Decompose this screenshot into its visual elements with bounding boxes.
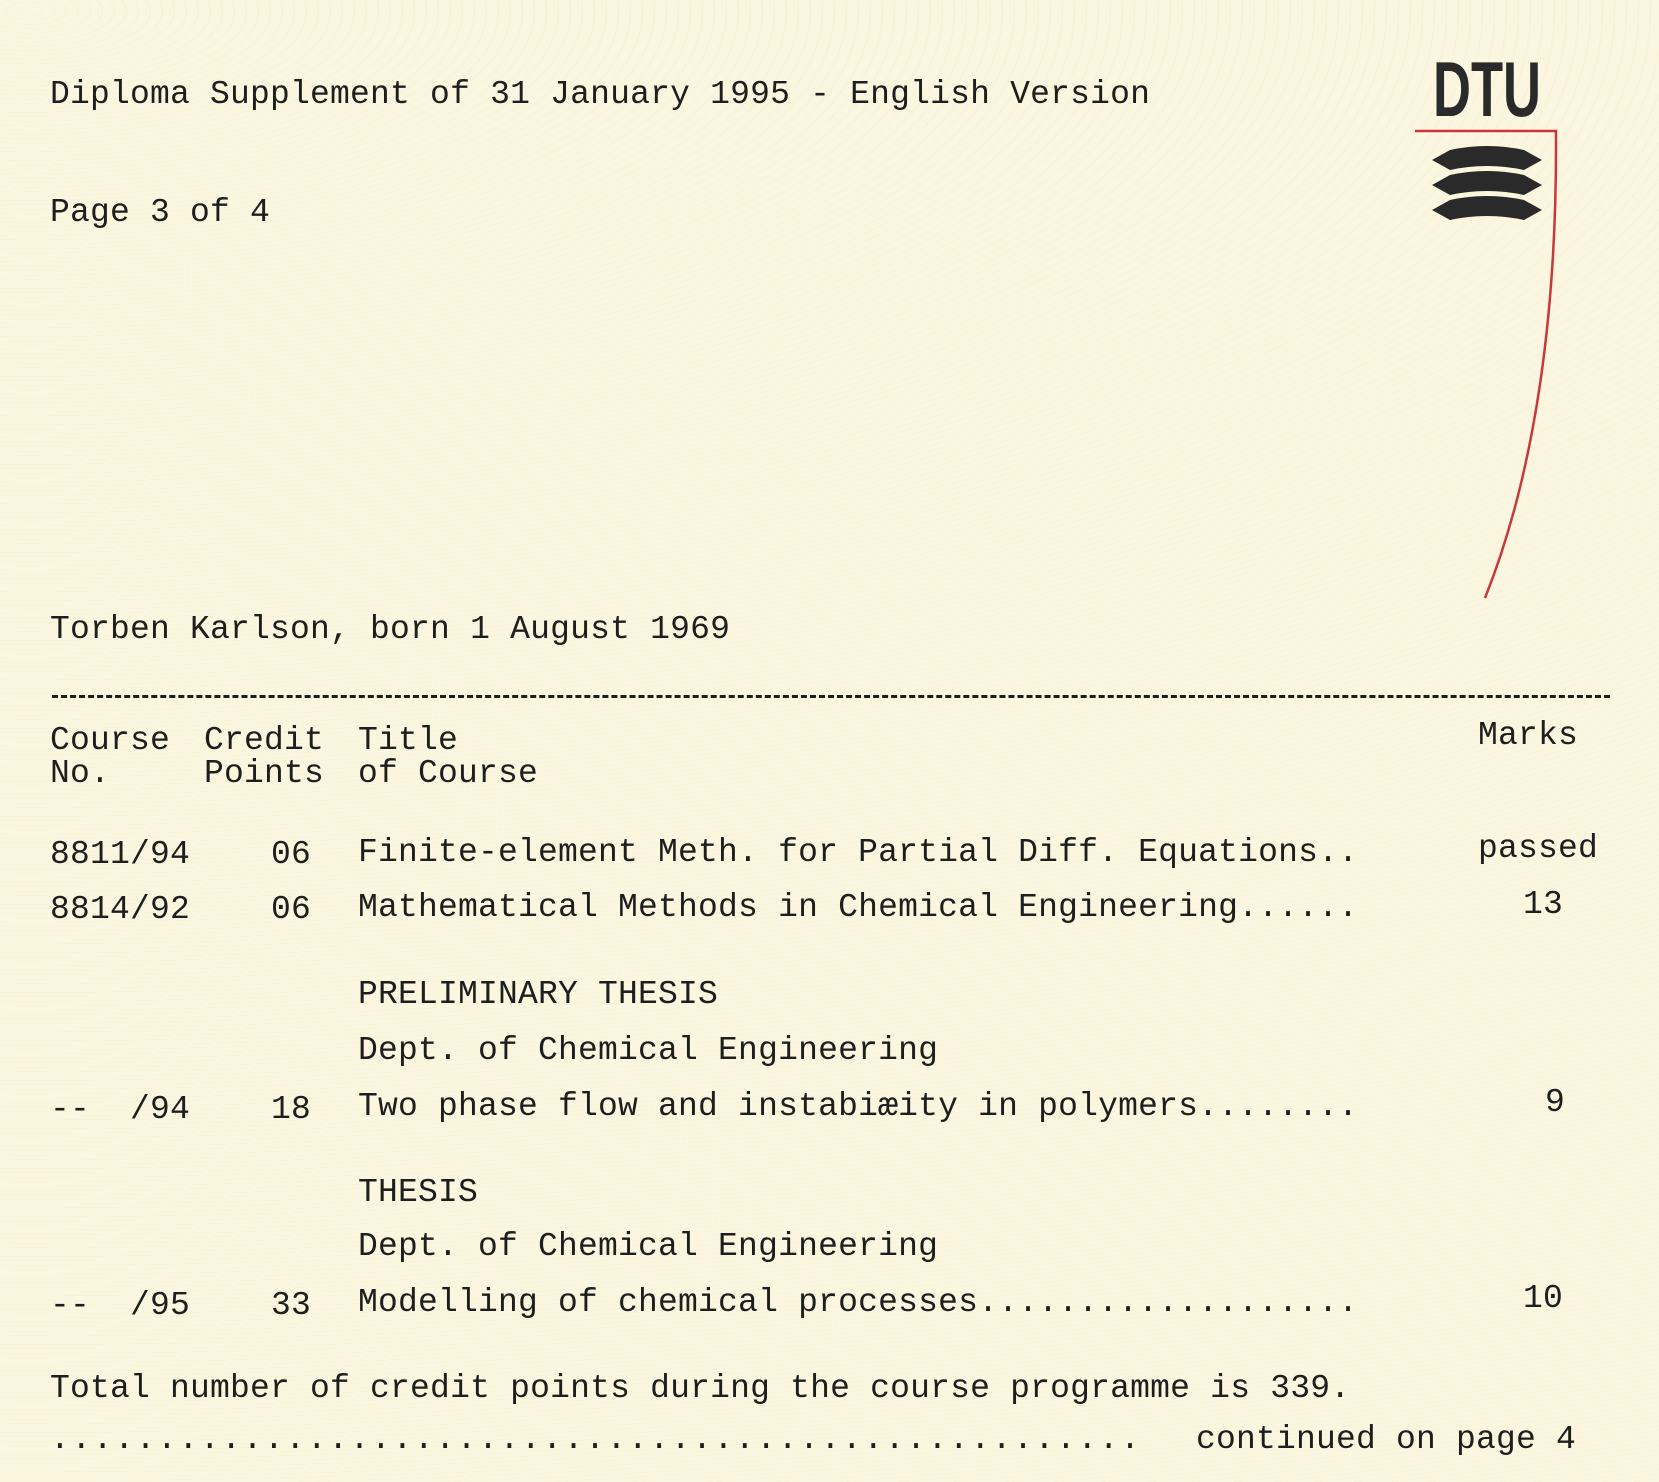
dtu-logo-text: DTU <box>1433 45 1541 133</box>
credit-points: 18 <box>271 1091 312 1128</box>
wave-icon <box>1432 146 1542 220</box>
section-heading: PRELIMINARY THESIS <box>358 976 719 1013</box>
section-department: Dept. of Chemical Engineering <box>358 1228 939 1265</box>
course-title: Mathematical Methods in Chemical Engineering...... <box>358 889 1359 926</box>
section-heading: THESIS <box>358 1174 479 1211</box>
dtu-logo <box>1412 45 1562 608</box>
course-title: Modelling of chemical processes................... <box>358 1284 1359 1321</box>
continued-note: continued on page 4 <box>1196 1421 1577 1458</box>
course-mark: 13 <box>1523 886 1564 923</box>
page-number: Page 3 of 4 <box>50 194 271 231</box>
course-mark: passed <box>1478 830 1599 867</box>
credit-points: 06 <box>271 836 312 873</box>
course-no: -- /95 <box>50 1287 191 1324</box>
course-mark: 10 <box>1523 1280 1564 1317</box>
col-title: Title of Course <box>358 722 539 792</box>
footer-dots: ................................................... <box>50 1421 1142 1458</box>
course-no: -- /94 <box>50 1091 191 1128</box>
section-department: Dept. of Chemical Engineering <box>358 1032 939 1069</box>
course-title: Finite-element Meth. for Partial Diff. Equations.. <box>358 834 1359 871</box>
student-name: Torben Karlson, born 1 August 1969 <box>50 611 731 648</box>
table-divider <box>52 695 1610 698</box>
document-title: Diploma Supplement of 31 January 1995 - English Version <box>50 76 1151 113</box>
course-no: 8814/92 <box>50 891 191 928</box>
course-no: 8811/94 <box>50 836 191 873</box>
credit-points: 06 <box>271 891 312 928</box>
col-credit-points: Credit Points <box>204 722 325 792</box>
course-title: Two phase flow and instabiæity in polymers........ <box>358 1088 1359 1125</box>
course-mark: 9 <box>1545 1084 1566 1121</box>
col-marks: Marks <box>1478 717 1579 754</box>
total-credit-points: Total number of credit points during the course programme is 339. <box>50 1370 1351 1407</box>
col-course-no: Course No. <box>50 722 171 792</box>
credit-points: 33 <box>271 1287 312 1324</box>
